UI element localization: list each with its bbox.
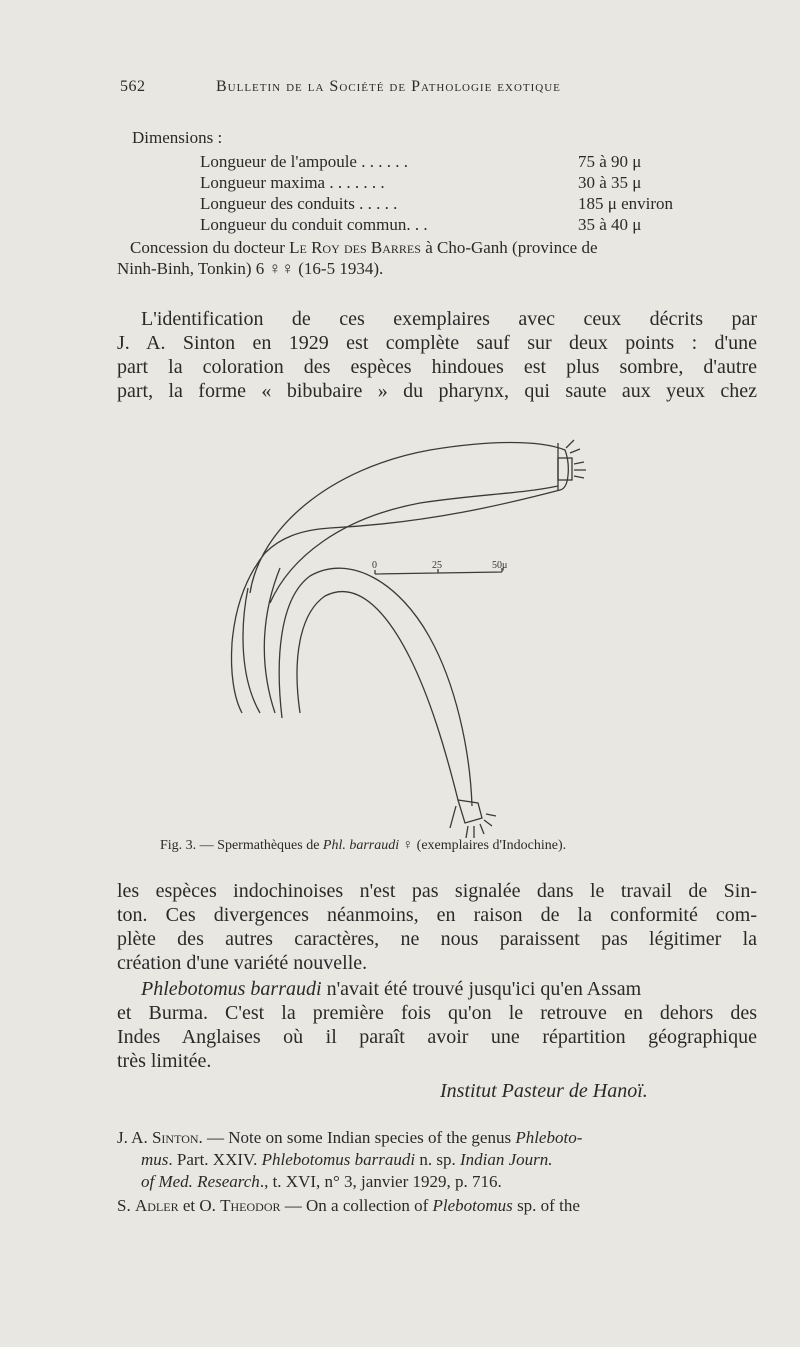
lower-ampulla-stalk <box>450 806 456 828</box>
lower-duct-outer <box>279 568 472 806</box>
concession-text: à Cho-Ganh (province de <box>420 238 598 257</box>
scale-label-0: 0 <box>372 560 377 571</box>
dimension-label: Longueur des conduits . . . . . <box>200 194 398 213</box>
ref-text: ., t. XVI, n° 3, janvier 1929, p. 716. <box>259 1172 502 1191</box>
reference-line <box>141 1172 502 1192</box>
upper-ampulla-hairs <box>566 440 586 478</box>
ref-author: Theodor <box>220 1196 281 1215</box>
caption-text: ♀ (exemplaires d'Indochine). <box>399 838 567 853</box>
upper-ampulla-outline <box>232 443 568 644</box>
paragraph-line: part, la forme « bibubaire » du pharynx, qui saute aux yeux chez <box>117 380 757 402</box>
institution-signature: Institut Pasteur de Hanoï. <box>440 1080 648 1102</box>
reference-line <box>117 1196 580 1216</box>
paragraph-line: ton. Ces divergences néanmoins, en raison de la conformité com- <box>117 904 757 926</box>
ref-species-italic: Phlebotomus barraudi <box>261 1150 416 1169</box>
caption-text: Fig. 3. — Spermathèques de <box>160 838 323 853</box>
scale-label-50: 50μ <box>492 560 508 571</box>
ref-text: n. sp. <box>415 1150 460 1169</box>
ref-journal-italic: of Med. Research <box>141 1172 260 1191</box>
paragraph-line <box>141 978 641 1001</box>
paragraph-line: part la coloration des espèces hindoues est plus sombre, d'autre <box>117 356 757 378</box>
concession-text: Concession du docteur <box>130 238 290 257</box>
paragraph-line: les espèces indochinoises n'est pas signalée dans le travail de Sin- <box>117 880 757 902</box>
dimension-label: Longueur maxima . . . . . . . <box>200 173 385 192</box>
reference-line <box>117 1128 582 1148</box>
paragraph-line: Indes Anglaises où il paraît avoir une répartition géographique <box>117 1026 757 1048</box>
duct-inner <box>243 588 260 713</box>
collector-name: Le Roy des Barres <box>289 238 421 257</box>
dimensions-heading: Dimensions : <box>132 128 223 147</box>
ref-text: . Part. XXIV. <box>168 1150 262 1169</box>
dimension-value: 75 à 90 μ <box>578 152 642 171</box>
journal-title: Bulletin de la Société de Pathologie exotique <box>216 78 561 95</box>
concession-line <box>130 238 598 258</box>
ref-author: Sinton <box>151 1128 199 1147</box>
ref-text: et O. <box>178 1196 221 1215</box>
ref-text: sp. of the <box>512 1196 580 1215</box>
figure-caption <box>160 838 566 854</box>
paragraph-line: et Burma. C'est la première fois qu'on le retrouve en dehors des <box>117 1002 757 1024</box>
ref-author: Adler <box>134 1196 179 1215</box>
scale-label-25: 25 <box>432 560 442 571</box>
paragraph-text: n'avait été trouvé jusqu'ici qu'en Assam <box>321 978 642 1000</box>
ref-title-italic: mus <box>141 1150 169 1169</box>
dimension-value: 35 à 40 μ <box>578 215 642 234</box>
duct-middle <box>264 568 280 713</box>
lower-ampulla-hairs <box>466 814 496 838</box>
concession-line: Ninh-Binh, Tonkin) 6 ♀♀ (16-5 1934). <box>117 259 384 278</box>
paragraph-line: création d'une variété nouvelle. <box>117 952 368 974</box>
spermatheca-figure <box>220 428 720 838</box>
upper-ampulla-inner <box>270 486 558 603</box>
species-name: Phlebotomus barraudi <box>141 978 322 1000</box>
dimension-label: Longueur de l'ampoule . . . . . . <box>200 152 408 171</box>
ref-text: — On a collection of <box>280 1196 433 1215</box>
upper-ampulla-tip <box>558 458 572 480</box>
lower-duct-inner <box>297 592 458 800</box>
page-number: 562 <box>120 78 146 95</box>
paragraph-line: J. A. Sinton en 1929 est complète sauf sur deux points : d'une <box>117 332 757 354</box>
dimension-value: 185 μ environ <box>578 194 674 213</box>
paragraph-line: très limitée. <box>117 1050 212 1072</box>
ref-title-italic: Plebotomus <box>432 1196 513 1215</box>
dimension-label: Longueur du conduit commun. . . <box>200 215 428 234</box>
ref-journal-italic: Indian Journ. <box>459 1150 553 1169</box>
duct-outer <box>231 643 242 713</box>
reference-line <box>141 1150 553 1170</box>
paragraph-line: plète des autres caractères, ne nous paraissent pas légitimer la <box>117 928 757 950</box>
paragraph-line: L'identification de ces exemplaires avec ceux décrits par <box>141 308 757 330</box>
ref-text: . — Note on some Indian species of the genus <box>198 1128 516 1147</box>
ref-text: J. A. <box>117 1128 152 1147</box>
caption-species: Phl. barraudi <box>322 838 400 853</box>
dimension-value: 30 à 35 μ <box>578 173 642 192</box>
ref-title-italic: Phleboto- <box>515 1128 583 1147</box>
ref-text: S. <box>117 1196 135 1215</box>
lower-ampulla-tip <box>458 800 482 823</box>
